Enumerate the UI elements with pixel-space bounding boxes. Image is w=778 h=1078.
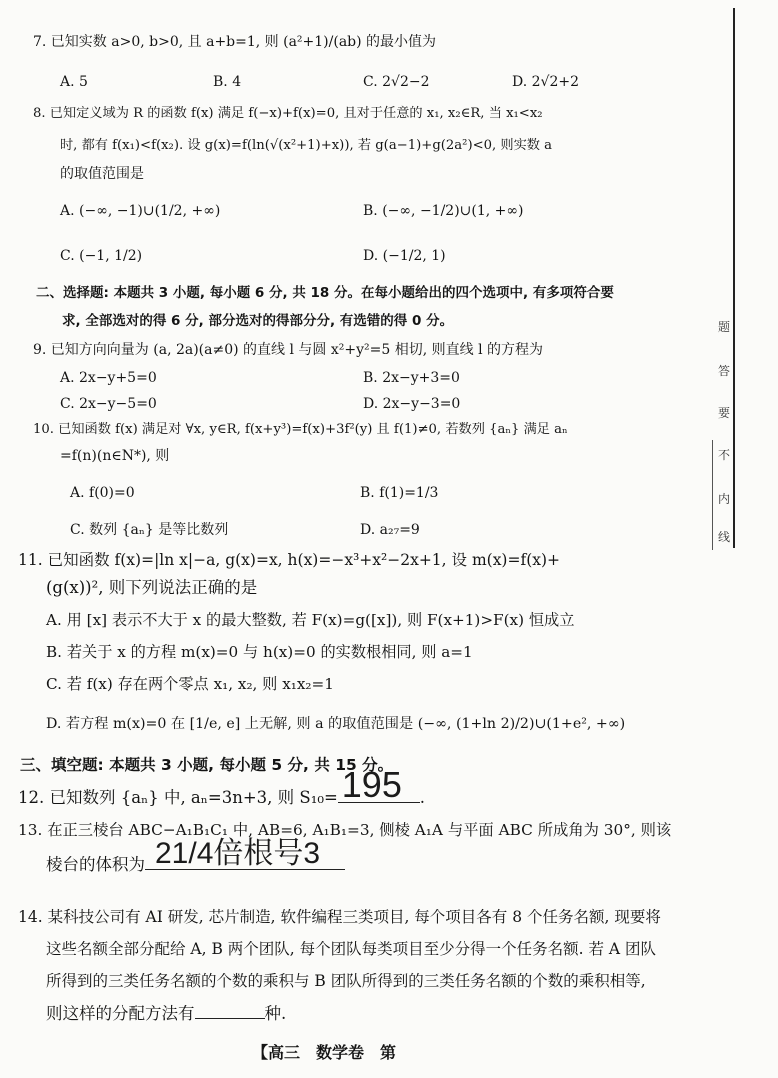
binding-line-inner [712,440,713,550]
q11-line1: 11. 已知函数 f(x)=|ln x|−a, g(x)=x, h(x)=−x³+x²−2x+1, 设 m(x)=f(x)+ [18,551,561,569]
q13-line2: 棱台的体积为 [46,855,145,874]
q7-stem: 7. 已知实数 a>0, b>0, 且 a+b=1, 则 (a²+1)/(ab) 的最小值为 [33,34,437,50]
q12-handwritten-answer: 195 [341,764,402,805]
q12-end: . [419,788,426,807]
margin-char: 要 [718,406,731,420]
q14-line1: 14. 某科技公司有 AI 研发, 芯片制造, 软件编程三类项目, 每个项目各有 8 个任务名额, 现要将 [18,908,661,926]
margin-char: 内 [718,492,731,506]
q14-line3: 所得到的三类任务名额的个数的乘积与 B 团队所得到的三类任务名额的个数的乘积相等, [46,972,646,990]
q8-option-c: C. (−1, 1/2) [60,248,143,264]
section2-heading-cont: 求, 全部选对的得 6 分, 部分选对的得部分分, 有选错的得 0 分。 [62,313,454,329]
q10-option-b: B. f(1)=1/3 [360,485,439,501]
q9-option-d: D. 2x−y−3=0 [363,396,461,412]
margin-char: 不 [718,448,731,462]
q7-option-c: C. 2√2−2 [363,74,430,90]
q10-option-d: D. a₂₇=9 [360,522,420,538]
q12-stem: 12. 已知数列 {aₙ} 中, aₙ=3n+3, 则 S₁₀= [18,788,338,807]
q8-line3: 的取值范围是 [60,166,144,182]
q8-line1: 8. 已知定义域为 R 的函数 f(x) 满足 f(−x)+f(x)=0, 且对于任意的 x₁, x₂∈R, 当 x₁<x₂ [33,106,543,121]
q14-answer-blank[interactable] [195,1001,265,1019]
margin-char: 答 [718,364,731,378]
q9-stem: 9. 已知方向向量为 (a, 2a)(a≠0) 的直线 l 与圆 x²+y²=5 相切, 则直线 l 的方程为 [33,342,543,358]
binding-line [733,8,735,548]
q7-option-b: B. 4 [213,74,242,90]
section3-heading: 三、填空题: 本题共 3 小题, 每小题 5 分, 共 15 分。 [20,756,394,774]
q8-option-a: A. (−∞, −1)∪(1/2, +∞) [60,203,221,219]
q9-option-a: A. 2x−y+5=0 [60,370,157,386]
q14-line4: 则这样的分配方法有 [46,1004,195,1023]
q13-answer-blank[interactable] [145,837,345,870]
q10-option-a: A. f(0)=0 [70,485,135,501]
q12-answer-blank[interactable] [338,764,420,805]
section2-heading: 二、选择题: 本题共 3 小题, 每小题 6 分, 共 18 分。在每小题给出的四个选项中, 有多项符合要 [36,285,614,301]
q7-option-d: D. 2√2+2 [512,74,579,90]
q14-line2: 这些名额全部分配给 A, B 两个团队, 每个团队每类项目至少分得一个任务名额. 若 A 团队 [46,940,657,958]
q11-option-c: C. 若 f(x) 存在两个零点 x₁, x₂, 则 x₁x₂=1 [46,675,334,693]
q11-option-a: A. 用 [x] 表示不大于 x 的最大整数, 若 F(x)=g([x]), 则 F(x+1)>F(x) 恒成立 [46,611,575,629]
q10-line1: 10. 已知函数 f(x) 满足对 ∀x, y∈R, f(x+y³)=f(x)+3f²(y) 且 f(1)≠0, 若数列 {aₙ} 满足 aₙ [33,422,568,437]
q13-row2 [46,837,345,877]
q11-line2: (g(x))², 则下列说法正确的是 [46,578,258,597]
q13-handwritten-answer: 21/4倍根号3 [155,837,321,870]
q10-option-c: C. 数列 {aₙ} 是等比数列 [70,522,229,538]
q14-row4 [46,1001,286,1026]
q14-end: 种. [264,1004,287,1023]
q13-line1: 13. 在正三棱台 ABC−A₁B₁C₁ 中, AB=6, A₁B₁=3, 侧棱 A₁A 与平面 ABC 所成角为 30°, 则该 [18,821,672,839]
q8-line2: 时, 都有 f(x₁)<f(x₂). 设 g(x)=f(ln(√(x²+1)+x)), 若 g(a−1)+g(2a²)<0, 则实数 a [60,138,553,153]
q11-option-b: B. 若关于 x 的方程 m(x)=0 与 h(x)=0 的实数根相同, 则 a=1 [46,643,473,661]
q9-option-c: C. 2x−y−5=0 [60,396,157,412]
q7-option-a: A. 5 [60,74,88,90]
page-footer: 【高三 数学卷 第 [252,1043,397,1062]
q10-line2: =f(n)(n∈N*), 则 [60,448,170,464]
margin-char: 线 [718,530,731,544]
q8-option-d: D. (−1/2, 1) [363,248,446,264]
margin-char: 题 [718,320,731,334]
q8-option-b: B. (−∞, −1/2)∪(1, +∞) [363,203,524,219]
q11-option-d: D. 若方程 m(x)=0 在 [1/e, e] 上无解, 则 a 的取值范围是 (−∞, (1+ln 2)/2)∪(1+e², +∞) [46,716,626,732]
q9-option-b: B. 2x−y+3=0 [363,370,460,386]
